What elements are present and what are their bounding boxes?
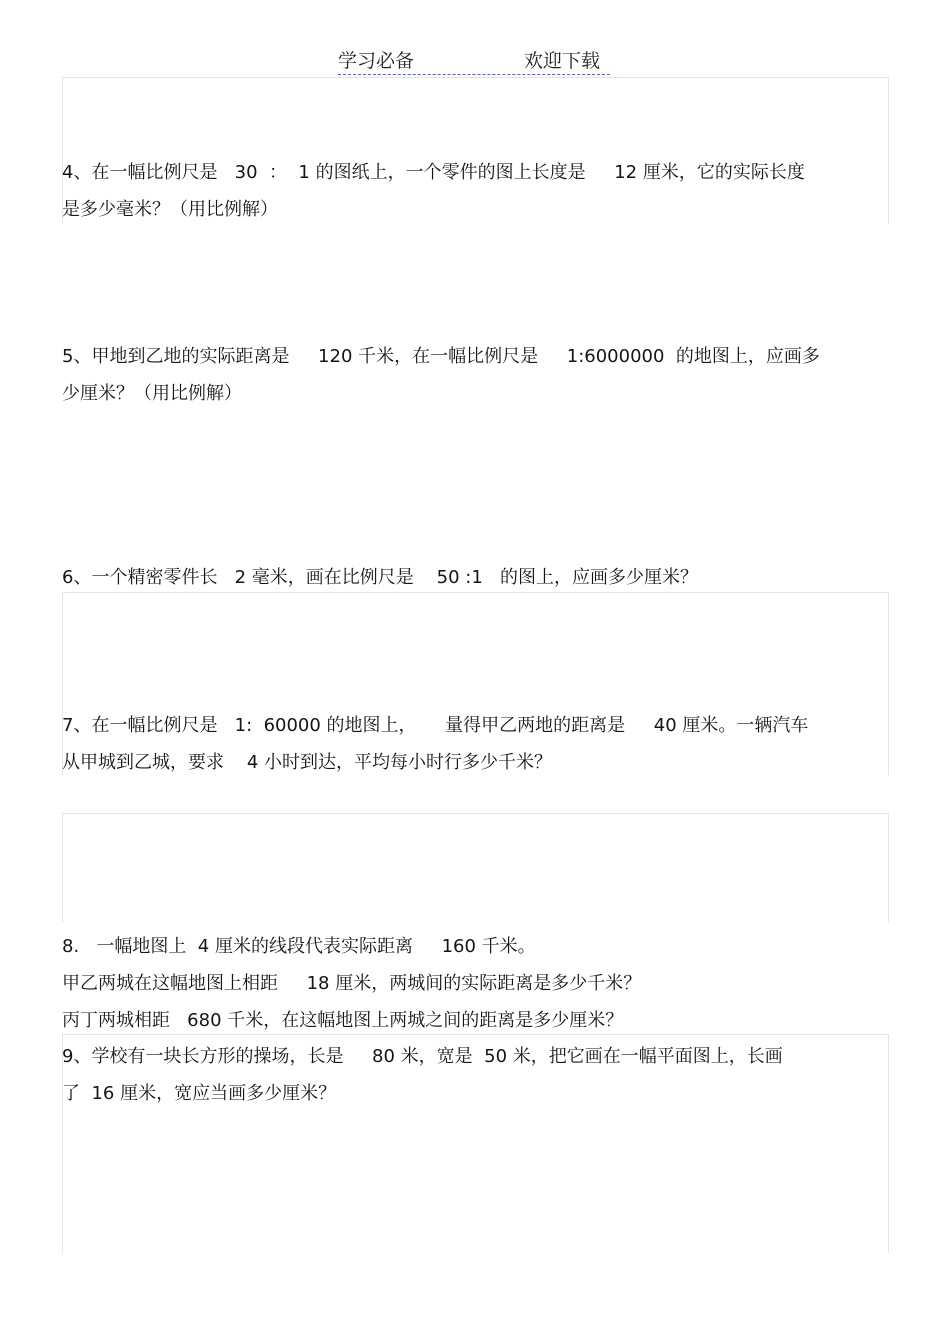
question-text: 9、学校有一块长方形的操场，长是 80 米，宽是 50 米，把它画在一幅平面图上，长画 [62, 1046, 783, 1067]
question-text: 了 16 厘米，宽应当画多少厘米？ [62, 1083, 337, 1104]
question-text: 4、在一幅比例尺是 30 ： 1 的图纸上，一个零件的图上长度是 12 厘米，它的实际长度 [62, 162, 805, 183]
question-5 [62, 338, 882, 412]
question-text: 丙丁两城相距 680 千米，在这幅地图上两城之间的距离是多少厘米？ [62, 1010, 624, 1031]
header-left-text: 学习必备 [338, 50, 415, 72]
question-text: 7、在一幅比例尺是 1: 60000 的地图上， 量得甲乙两地的距离是 40 厘米。一辆汽车 [62, 715, 809, 736]
question-text: 从甲城到乙城，要求 4 小时到达，平均每小时行多少千米？ [62, 752, 553, 773]
question-text: 少厘米？（用比例解） [62, 383, 242, 404]
page-header [338, 48, 610, 75]
question-text: 8. 一幅地图上 4 厘米的线段代表实际距离 160 千米。 [62, 936, 536, 957]
question-text: 甲乙两城在这幅地图上相距 18 厘米，两城间的实际距离是多少千米？ [62, 973, 642, 994]
question-8 [62, 928, 882, 1039]
question-6 [62, 559, 882, 596]
question-text: 5、甲地到乙地的实际距离是 120 千米，在一幅比例尺是 1:6000000 的地图上，应画多 [62, 346, 820, 367]
question-7 [62, 707, 882, 781]
question-text: 是多少毫米？（用比例解） [62, 199, 278, 220]
question-9 [62, 1038, 882, 1112]
header-right-text: 欢迎下载 [524, 50, 601, 72]
answer-box [62, 813, 889, 922]
question-text: 6、一个精密零件长 2 毫米，画在比例尺是 50 :1 的图上，应画多少厘米？ [62, 567, 698, 588]
question-4 [62, 154, 882, 228]
